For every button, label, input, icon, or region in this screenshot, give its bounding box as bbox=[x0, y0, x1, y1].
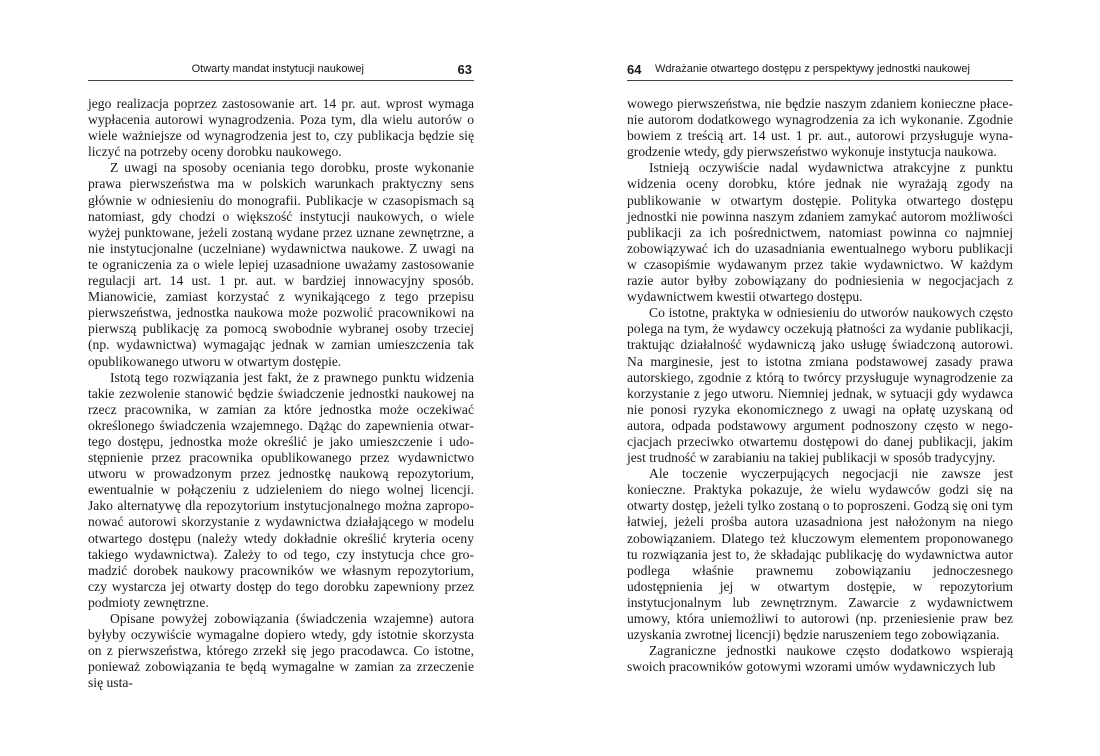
paragraph: Co istotne, praktyka w odniesieniu do utworów naukowych często polega na tym, że wydawcy oczekują płatności za wydanie publikacji, traktując działalność wydawniczą jako usługę świadczoną autorowi. Na marginesie, jest to istotna zmiana podstawowej zasady prawa autorskiego, zgodnie z którą to twórcy przysługuje wynagrodzenie za korzystanie z jego utworu. Niemniej jednak, w sytuacji gdy wydawca nie ponosi ryzyka ekonomicznego z uwagi na opłatę uzyskaną od autora, odpada podstawowy argument podnoszony często w negocjacjach przeciwko otwartemu dostępowi do danej publikacji, jakim jest trudność w zarabianiu na takiej publikacji w sposób tradycyjny. bbox=[627, 305, 1013, 466]
paragraph: jego realizacja poprzez zastosowanie art. 14 pr. aut. wprost wymaga wypłacenia autorowi wynagrodzenia. Poza tym, dla wielu autorów o wiele ważniejsze od wynagrodzenia jest to, czy publikacja będzie się liczyć na potrzeby oceny dorobku naukowego. bbox=[88, 96, 474, 160]
paragraph: Ale toczenie wyczerpujących negocjacji nie zawsze jest konieczne. Praktyka pokazuje, że wielu wydawców godzi się na otwarty dostęp, jeżeli tylko zostaną o to poproszeni. Godzą się oni tym łatwiej, jeżeli prośba autora uzasadniona jest nałożonym na niego zobowiązaniem. Dlatego też kluczowym elementem proponowanego tu rozwiązania jest to, że składając publikację do wydawnictwa autor podlega właśnie prawnemu zobowiązaniu jednoczesnego udostępnienia jej w otwartym dostępie, w repozytorium instytucjonalnym lub zewnętrznym. Zawarcie z wydawnictwem umowy, która uniemożliwi to autorowi (np. przeniesienie praw bez uzyskania zwrotnej licencji) będzie naruszeniem tego zobowiązania. bbox=[627, 466, 1013, 643]
running-header-right bbox=[627, 62, 1013, 81]
paragraph: wowego pierwszeństwa, nie będzie naszym zdaniem konieczne płacenie autorom dodatkowego wynagrodzenia za ich wykonanie. Zgodnie bowiem z treścią art. 14 ust. 1 pr. aut., autorowi przysługuje wynagrodzenie wtedy, gdy pierwszeństwo wykonuje instytucja naukowa. bbox=[627, 96, 1013, 160]
right-page-body bbox=[627, 96, 1013, 675]
left-page bbox=[88, 0, 474, 756]
running-header-title: Wdrażanie otwartego dostępu z perspektywy jednostki naukowej bbox=[655, 63, 970, 75]
paragraph: Opisane powyżej zobowiązania (świadczenia wzajemne) autora byłyby oczywiście wymagalne dopiero wtedy, gdy istotnie skorzysta on z pierwszeństwa, którego zrzekł się jego pracodawca. Co istotne, ponieważ zobowiązania te będą wymagalne w zamian za zrzeczenie się usta- bbox=[88, 611, 474, 691]
page-number: 63 bbox=[457, 62, 472, 77]
paragraph: Zagraniczne jednostki naukowe często dodatkowo wspierają swoich pracowników gotowymi wzorami umów wydawniczych lub bbox=[627, 643, 1013, 675]
left-page-body bbox=[88, 96, 474, 691]
running-header-left bbox=[88, 62, 474, 81]
right-page bbox=[627, 0, 1013, 756]
running-header-title: Otwarty mandat instytucji naukowej bbox=[191, 63, 364, 75]
paragraph: Istnieją oczywiście nadal wydawnictwa atrakcyjne z punktu widzenia oceny dorobku, które jednak nie wyrażają zgody na publikowanie w otwartym dostępie. Polityka otwartego dostępu jednostki nie powinna naszym zdaniem zamykać autorom możliwości publikacji za ich pośrednictwem, natomiast powinna co najmniej zobowiązywać ich do uzasadniania ewentualnego wyboru publikacji w czasopiśmie wydawanym przez takie wydawnictwo. W każdym razie autor byłby zobowiązany do podniesienia w negocjacjach z wydawnictwem kwestii otwartego dostępu. bbox=[627, 160, 1013, 305]
page-number: 64 bbox=[627, 62, 642, 77]
paragraph: Z uwagi na sposoby oceniania tego dorobku, proste wykonanie prawa pierwszeństwa ma w polskich warunkach praktyczny sens głównie w odniesieniu do monografii. Publikacje w czasopismach są natomiast, gdy chodzi o większość instytucji naukowych, o wiele wyżej punktowane, jeżeli zostaną wydane przez uznane zewnętrzne, a nie instytucjonalne (uczelniane) wydawnictwa naukowe. Z uwagi na te ograniczenia za o wiele lepiej uzasadnione uważamy zastosowanie regulacji art. 14 ust. 1 pr. aut. w bardziej innowacyjny sposób. Mianowicie, zamiast korzystać z wynikającego z tego przepisu pierwszeństwa, jednostka naukowa może pozwolić pracownikowi na pierwszą publikację za pomocą swobodnie wybranej osoby trzeciej (np. wydawnictwa) wymagając jednak w zamian umieszczenia tak opublikowanego utworu w otwartym dostępie. bbox=[88, 160, 474, 369]
paragraph: Istotą tego rozwiązania jest fakt, że z prawnego punktu widzenia takie zezwolenie stanowić będzie świadczenie jednostki naukowej na rzecz pracownika, w zamian za które jednostka może oczekiwać określonego świadczenia wzajemnego. Dążąc do zapewnienia otwartego dostępu, jednostka może określić je jako umieszczenie i udostępnienie przez pracownika opublikowanego przez wydawnictwo utworu w prowadzonym przez jednostkę naukową repozytorium, ewentualnie w połączeniu z udzieleniem do niego wolnej licencji. Jako alternatywę dla repozytorium instytucjonalnego można zaproponować autorowi skorzystanie z wydawnictwa działającego w modelu otwartego dostępu (należy wtedy dokładnie określić kryteria oceny takiego wydawnictwa). Zależy to od tego, czy instytucja chce gromadzić dorobek naukowy pracowników we własnym repozytorium, czy wystarcza jej otwarty dostęp do tego dorobku zapewniony przez podmioty zewnętrzne. bbox=[88, 369, 474, 610]
